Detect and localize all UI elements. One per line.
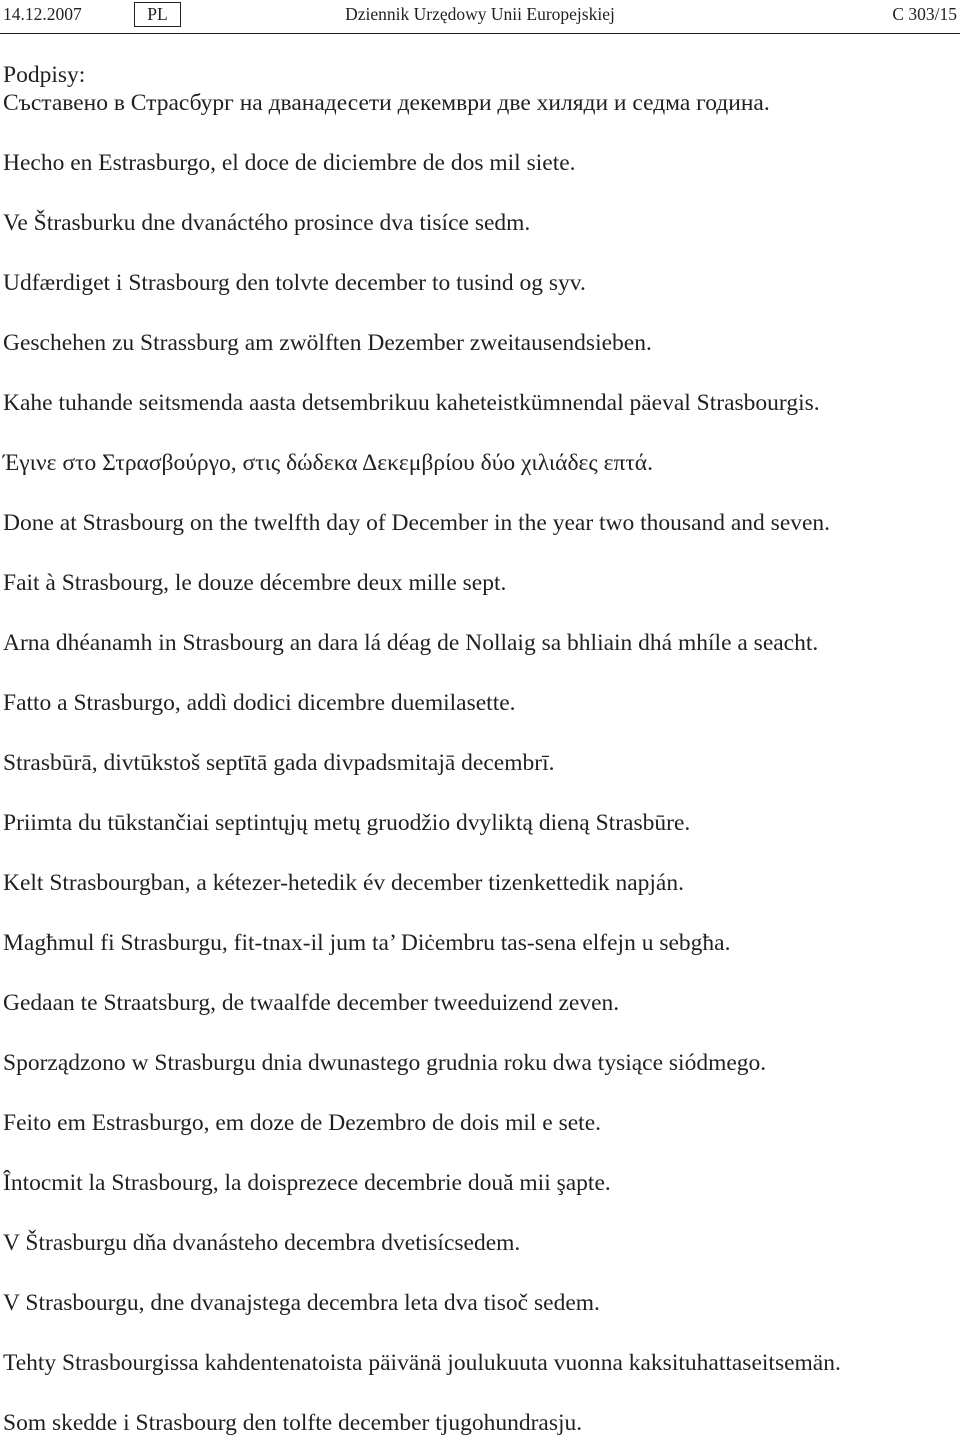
signature-line-sk: V Štrasburgu dňa dvanásteho decembra dvetisícsedem. [3, 1230, 521, 1256]
signatures-heading: Podpisy: [3, 62, 86, 88]
signature-line-bg: Съставено в Страсбург на дванадесети декември две хиляди и седма година. [3, 90, 770, 116]
signature-line-de: Geschehen zu Strassburg am zwölften Dezember zweitausendsieben. [3, 330, 652, 356]
journal-title: Dziennik Urzędowy Unii Europejskiej [345, 4, 615, 24]
signature-line-fi: Tehty Strasbourgissa kahdentenatoista päivänä joulukuuta vuonna kaksituhattaseitsemän. [3, 1350, 841, 1376]
signature-line-en: Done at Strasbourg on the twelfth day of December in the year two thousand and seven. [3, 510, 831, 536]
signature-line-sl: V Strasbourgu, dne dvanajstega decembra leta dva tisoč sedem. [3, 1290, 600, 1316]
page-reference: C 303/15 [892, 4, 957, 24]
signature-line-cs: Ve Štrasburku dne dvanáctého prosince dva tisíce sedm. [3, 210, 531, 236]
page-header [0, 0, 960, 34]
signature-line-mt: Magħmul fi Strasburgu, fit-tnax-il jum ta’ Diċembru tas-sena elfejn u sebgħa. [3, 930, 731, 956]
signature-line-it: Fatto a Strasburgo, addì dodici dicembre duemilasette. [3, 690, 516, 716]
signature-line-sv: Som skedde i Strasbourg den tolfte december tjugohundrasju. [3, 1410, 583, 1436]
language-badge: PL [134, 2, 181, 27]
signature-line-ro: Întocmit la Strasbourg, la doisprezece decembrie două mii şapte. [3, 1170, 611, 1196]
signature-line-et: Kahe tuhande seitsmenda aasta detsembrikuu kaheteistkümnendal päeval Strasbourgis. [3, 390, 820, 416]
signature-line-pt: Feito em Estrasburgo, em doze de Dezembro de dois mil e sete. [3, 1110, 601, 1136]
signature-line-el: Έγινε στο Στρασβούργο, στις δώδεκα Δεκεμβρίου δύο χιλιάδες επτά. [3, 450, 653, 476]
signature-line-da: Udfærdiget i Strasbourg den tolvte december to tusind og syv. [3, 270, 586, 296]
signature-line-lv: Strasbūrā, divtūkstoš septītā gada divpadsmitajā decembrī. [3, 750, 555, 776]
signature-line-nl: Gedaan te Straatsburg, de twaalfde december tweeduizend zeven. [3, 990, 620, 1016]
signature-line-fr: Fait à Strasbourg, le douze décembre deux mille sept. [3, 570, 507, 596]
signatures-section [3, 61, 943, 1437]
header-date: 14.12.2007 [3, 4, 82, 24]
signature-line-ga: Arna dhéanamh in Strasbourg an dara lá déag de Nollaig sa bhliain dhá mhíle a seacht. [3, 630, 819, 656]
signature-line-pl: Sporządzono w Strasburgu dnia dwunastego grudnia roku dwa tysiące siódmego. [3, 1050, 767, 1076]
signature-line-lt: Priimta du tūkstančiai septintųjų metų gruodžio dvyliktą dieną Strasbūre. [3, 810, 691, 836]
signature-line-hu: Kelt Strasbourgban, a kétezer-hetedik év december tizenkettedik napján. [3, 870, 684, 896]
signature-line-es: Hecho en Estrasburgo, el doce de diciembre de dos mil siete. [3, 150, 576, 176]
